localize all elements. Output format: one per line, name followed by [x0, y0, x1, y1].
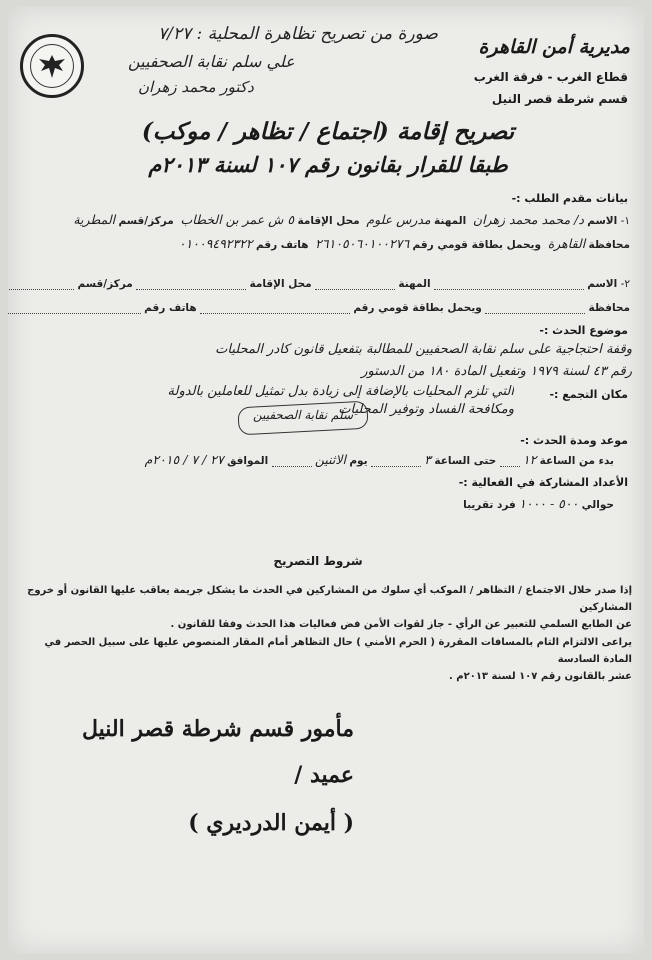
signature-rank: عميد / [294, 762, 354, 788]
condition-2: يراعى الالتزام التام بالمسافات المقررة ( الحرم الأمني ) حال التظاهر أمام المقار المنصوص عليها على سبيل الحصر في المادة السادسة عشر بالقانون رقم ١٠٧ لسنة ٢٠١٣م . [44, 637, 632, 682]
time-section-label: موعد ومدة الحدث :- [520, 434, 628, 447]
applicant-id-value: ٢٦١٠٥٠٦٠١٠٠٢٧٦ [315, 236, 410, 251]
place-line-2: ومكافحة الفساد وتوفير المحليات [338, 402, 514, 417]
place-stamp-text: سلم نقابة الصحفيين [252, 408, 354, 422]
document-title: تصريح إقامة (اجتماع / تظاهر / موكب) [141, 118, 515, 145]
applicant-residence-value: ٥ ش عمر بن الخطاب [180, 212, 295, 227]
subject-line-1: وقفة احتجاجية على سلم نقابة الصحفيين للمطالبة بتفعيل قانون كادر المحليات [215, 342, 632, 357]
handwritten-note-name: دكتور محمد زهران [138, 78, 254, 96]
condition-1: إذا صدر خلال الاجتماع / التظاهر / الموكب أي سلوك من المشاركين في الحدث ما يشكل جريمة يعاقب عليها القانون أو خروج المشاركين عن الطابع السلمي للتعبير عن الرأي - جاز لقوات الأمن فض فعاليات هذا الحدث وفقا للقانون . [27, 585, 632, 630]
applicant-name-value: د/ محمد محمد زهران [472, 212, 584, 227]
eagle-emblem-icon [20, 34, 84, 98]
document-subtitle: طبقا للقرار بقانون رقم ١٠٧ لسنة ٢٠١٣م [148, 152, 508, 177]
count-section-label: الأعداد المشاركة في الفعالية :- [458, 476, 628, 489]
subject-line-2: رقم ٤٣ لسنة ١٩٧٩ وتفعيل المادة ١٨٠ من الدستور [361, 364, 632, 379]
applicant-row-1: ١- الاسم د/ محمد محمد زهران المهنة مدرس علوم محل الإقامة ٥ ش عمر بن الخطاب مركز/قسم المطرية [73, 212, 630, 227]
date-value: ٢٧ / ٧ / ٢٠١٥م [144, 452, 224, 467]
count-row: حوالي ٥٠٠ - ١٠٠٠ فرد تقريبا [463, 496, 614, 511]
applicant-center-value: المطرية [73, 212, 116, 227]
station-name: قسم شرطة قصر النيل [491, 92, 628, 106]
applicant-phone-value: ٠١٠٠٩٤٩٢٣٢٢ [178, 236, 253, 251]
applicant-job-value: مدرس علوم [366, 212, 431, 227]
conditions-title: شروط التصريح [273, 554, 363, 568]
applicant-gov-value: القاهرة [547, 236, 586, 251]
day-value: الاثنين [314, 452, 346, 467]
sector-name: قطاع الغرب - فرقة الغرب [473, 70, 628, 84]
applicant-section-label: بيانات مقدم الطلب :- [511, 192, 628, 205]
applicant2-row-2: محافظة ويحمل بطاقة قومي رقم هاتف رقم [20, 302, 630, 314]
place-line-1: التي تلزم المحليات بالإضافة إلى زيادة بدل تمثيل للعاملين بالدولة [167, 384, 514, 399]
applicant-row-2: محافظة القاهرة ويحمل بطاقة قومي رقم ٢٦١٠٥٠٦٠١٠٠٢٧٦ هاتف رقم ٠١٠٠٩٤٩٢٣٢٢ [178, 236, 630, 251]
handwritten-note-location: علي سلم نقابة الصحفيين [128, 52, 295, 71]
count-value: ٥٠٠ - ١٠٠٠ [519, 496, 579, 511]
handwritten-note-copy: صورة من تصريح تظاهرة المحلية : ٧/٢٧ [158, 24, 438, 44]
time-row: بدء من الساعة ١٢ حتى الساعة ٣ يوم الاثنين الموافق ٢٧ / ٧ / ٢٠١٥م [144, 452, 614, 467]
dept-name: مديرية أمن القاهرة [478, 36, 630, 58]
subject-section-label: موضوع الحدث :- [539, 324, 628, 337]
start-time-value: ١٢ [522, 452, 537, 467]
permit-document [8, 6, 644, 954]
place-section-label: مكان التجمع :- [549, 388, 628, 401]
signature-name: ( أيمن الدرديري ) [188, 810, 354, 836]
eagle-icon [35, 51, 69, 81]
until-time-value: ٣ [424, 452, 431, 467]
applicant2-row-1: ٢- الاسم المهنة محل الإقامة مركز/قسم [20, 278, 630, 290]
signature-title: مأمور قسم شرطة قصر النيل [81, 716, 354, 742]
